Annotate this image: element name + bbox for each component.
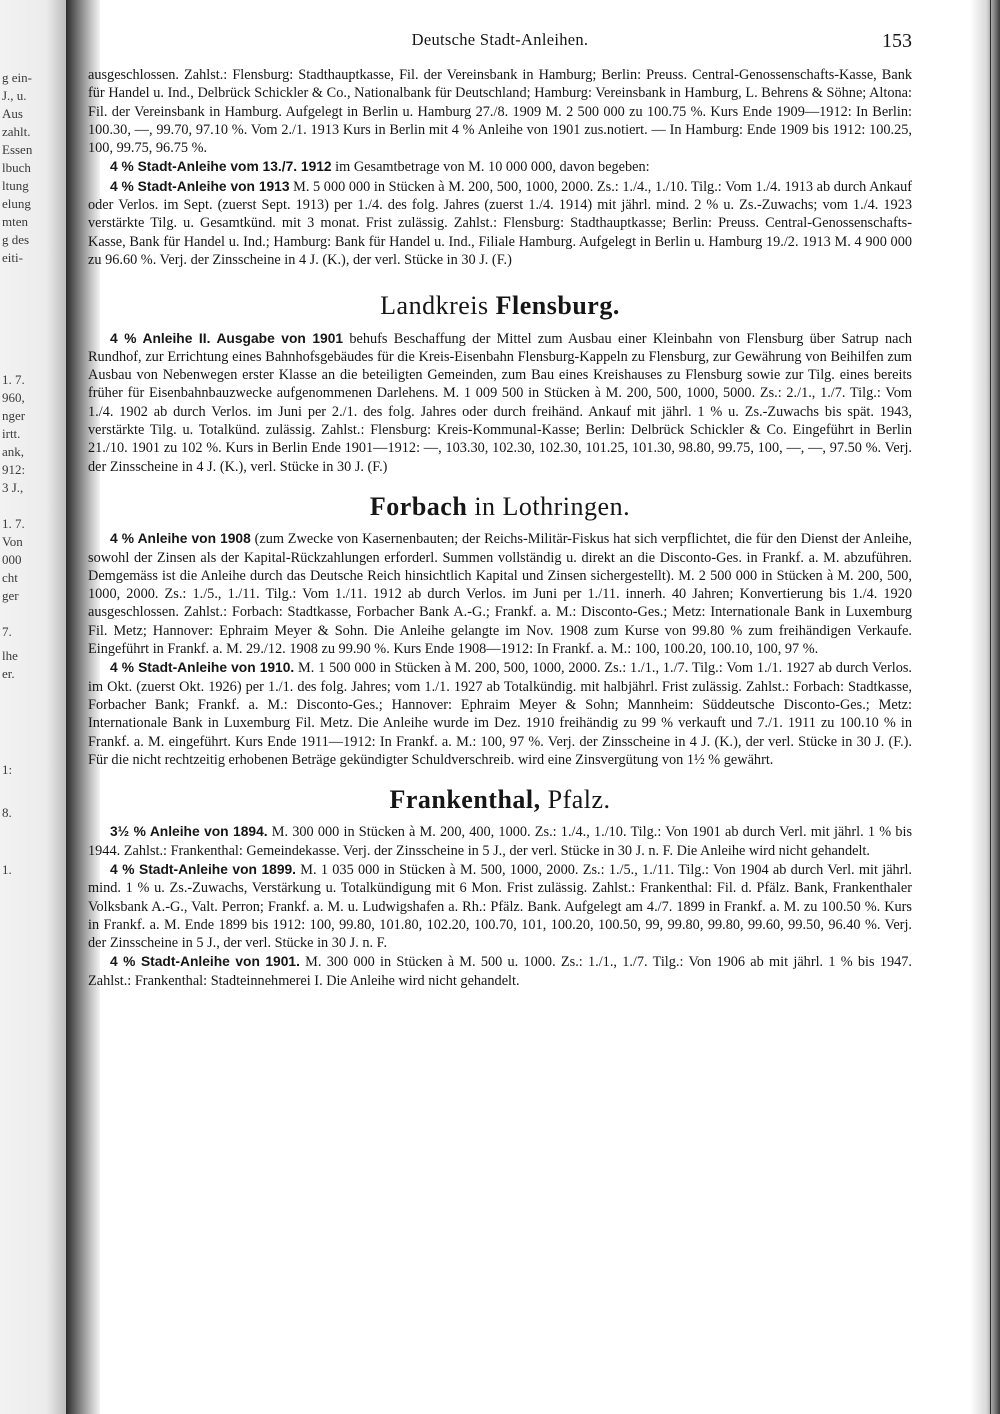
page-body [88, 66, 912, 991]
loan-text: M. 1 035 000 in Stücken à M. 500, 1000, 2000. Zs.: 1./5., 1./11. Tilg.: Von 1904 ab durch Verl. mit jährl. mind. 1 % u. Zs.-Zuwachs, Verstärkung u. Totalkündigung mit 6 Mon. Frist zulässig. Zahlst.: Frankenthal: Fil. d. Pfälz. Bank, Frankenthaler Volksbank A.-G., Valt. Perron; Frankf. a. M. u. Ludwigshafen a. Rh.: Pfälz. Bank. Aufgelegt am 4./7. 1899 in Frankf. a. M. zu 100.50 %. Kurs in Frankf. a. M. Ende 1899 bis 1912: 100, 99.80, 101.80, 102.20, 100.70, 101, 100.20, 100.50, 99, 99.80, 99.80, 99.60, 99.50, 96.40 %. Verj. der Zinsscheine in 5 J., der verl. Stücke in 30 J. n. F. [88, 861, 913, 952]
section-title-frankenthal [88, 785, 912, 815]
loan-entry [88, 823, 912, 860]
margin-fragment: ltung [2, 178, 29, 193]
margin-fragment: er. [2, 666, 15, 681]
margin-fragment: g ein- [2, 70, 32, 85]
margin-fragment: Von [2, 534, 23, 549]
loan-heading: 4 % Stadt-Anleihe von 1913 [110, 178, 290, 194]
loan-text: M. 5 000 000 in Stücken à M. 200, 500, 1000, 2000. Zs.: 1./4., 1./10. Tilg.: Vom 1./4. 1913 ab durch Ankauf oder Verlos. im Sept. (zuerst Sept. 1913) per 1./4. des folg. Jahres (zuerst 1./4. 1914) mit jährl. mind. 2 % u. Zs.-Zuwachs; vom 1./4. 1923 verstärkte Tilg. u. Gesamtkünd. mit 3 monat. Frist zulässig. Zahlst.: Flensburg: Stadthauptkasse; Berlin: Preuss. Central-Genossenschafts-Kasse, Bank für Handel u. Ind.; Hamburg: Bank für Handel u. Ind., Filiale Hamburg. Aufgelegt in Berlin u. Hamburg 19./2. 1913 M. 4 900 000 zu 96.60 %. Verj. der Zinsscheine in 4 J. (K.), der verl. Stücke in 30 J. (F.) [88, 178, 913, 268]
running-title: Deutsche Stadt-Anleihen. [411, 30, 589, 49]
margin-fragment: 960, [2, 390, 25, 405]
loan-entry [88, 178, 912, 269]
margin-fragment: g des [2, 232, 30, 247]
section-title-main: Flensburg. [495, 291, 620, 321]
loan-entry [88, 953, 912, 990]
page-edge [970, 0, 1000, 1414]
section-title-main: Forbach [369, 491, 468, 521]
margin-fragment: elung [2, 196, 31, 211]
loan-heading: 4 % Anleihe von 1908 [110, 531, 251, 547]
section-title-suffix: Pfalz. [540, 785, 611, 815]
margin-fragment: 1. 7. [2, 516, 25, 531]
loan-entry [88, 330, 912, 476]
loan-text: M. 300 000 in Stücken à M. 200, 400, 1000. Zs.: 1./4., 1./10. Tilg.: Von 1901 ab durch Verl. mit jährl. 1 % bis 1944. Zahlst.: Frankenthal: Gemeindekasse. Verj. der Zinsscheine in 5 J., der verl. Stücke in 30 J. n. F. Die Anleihe wird nicht gehandelt. [88, 824, 913, 859]
loan-heading: 4 % Anleihe II. Ausgabe von 1901 [110, 330, 344, 346]
loan-heading: 4 % Stadt-Anleihe von 1910. [110, 660, 295, 676]
previous-page-margin [0, 0, 66, 1414]
section-title-main: Frankenthal, [389, 785, 541, 815]
loan-heading: 4 % Stadt-Anleihe vom 13./7. 1912 [110, 159, 332, 175]
margin-fragment: Essen [2, 142, 33, 157]
margin-fragment: 3 J., [2, 480, 24, 495]
margin-fragment: 1. 7. [2, 372, 25, 387]
section-title-landkreis-flensburg [88, 291, 912, 321]
margin-fragment: lbuch [2, 160, 31, 175]
loan-entry [88, 659, 912, 769]
margin-fragment: zahlt. [2, 124, 31, 139]
margin-fragment: nger [2, 408, 26, 423]
margin-fragment: J., u. [2, 88, 27, 103]
section-title-suffix: in Lothringen. [467, 491, 631, 521]
margin-fragment: 000 [2, 552, 22, 567]
loan-text: M. 1 500 000 in Stücken à M. 200, 500, 1000, 2000. Zs.: 1./1., 1./7. Tilg.: Vom 1./1. 1927 ab durch Verlos. im Okt. (zuerst Okt. 1926) per 1./1. des folg. Jahres; vom 1./1. 1927 ab Totalkündig. mit halbjährl. Frist zulässig. Zahlst.: Forbach: Stadtkasse, Forbacher Bank; Frankf. a. M.: Disconto-Ges.; Hannover: Ephraim Meyer & Sohn; Mannheim: Süddeutsche Disconto-Ges.; Metz: Internationale Bank in Luxemburg Fil. Metz. Die Anleihe wurde im Dez. 1910 freihändig zu 99 % verkauft und 7./1. 1911 zu 100.10 % in Frankf. a. M. eingeführt. Kurs Ende 1911—1912: In Frankf. a. M.: 100, 97 %. Verj. der Zinsscheine in 4 J. (K.), der verl. Stücke in 30 J. (F.). Für die nicht rechtzeitig erhobenen Beträge gekündigter Schuldverschreib. wird eine Zinsvergütung von 1½ % gewährt. [88, 660, 913, 768]
running-header [88, 30, 912, 56]
margin-fragment: 912: [2, 462, 26, 477]
loan-heading: 4 % Stadt-Anleihe von 1901. [110, 954, 300, 970]
margin-fragment: 8. [2, 805, 12, 820]
margin-fragment: irtt. [2, 426, 21, 441]
loan-heading: 3½ % Anleihe von 1894. [110, 824, 268, 840]
margin-fragment: Aus [2, 106, 23, 121]
margin-fragment: ger [2, 588, 19, 603]
loan-text: (zum Zwecke von Kasernenbauten; der Reichs-Militär-Fiskus hat sich verpflichtet, die für den Dienst der Anleihe, sowohl der Zinsen als der Kapital-Rückzahlungen erforderl. Summen vollständig u. direkt an die Disconto-Ges. in Frankf. a. M. abzuführen. Demgemäss ist die Anleihe durch das Deutsche Reich hinsichtlich Kapital und Zinsen sichergestellt). M. 2 500 000 in Stücken à M. 200, 500, 1000, 2000. Zs.: 1./5., 1./11. Tilg.: Vom 1./11. 1912 ab durch Verlos. im Juni per 1./11. innerh. 40 Jahren; Konvertierung bis 1./4. 1920 ausgeschlossen. Zahlst.: Forbach: Stadtkasse, Forbacher Bank A.-G.; Frankf. a. M.: Disconto-Ges.; Metz: Internationale Bank in Luxemburg Fil. Metz; Hannover: Ephraim Meyer & Sohn. Die Anleihe gelangte im Nov. 1908 zum Kurse von 99.80 % zum freihändigen Verkaufe. Eingeführt in Frankf. a. M. 29./12. 1908 zu 99.90 %. Kurs Ende 1908—1912: In Frankf. a. M.: 100, 100.20, 100.10, 100, 97 %. [88, 531, 912, 658]
margin-fragment: lhe [2, 648, 18, 663]
margin-fragment: eiti- [2, 250, 23, 265]
loan-heading: 4 % Stadt-Anleihe von 1899. [110, 861, 297, 877]
continuation-paragraph: ausgeschlossen. Zahlst.: Flensburg: Stadthauptkasse, Fil. der Vereinsbank in Hamburg; Berlin: Preuss. Central-Genossenschafts-Kasse, Bank für Handel u. Ind., Delbrück Schickler & Co., Nationalbank für Deutschland; Hamburg: Vereinsbank in Hamburg, L. Behrens & Söhne; Altona: Fil. der Vereinsbank in Hamburg. Aufgelegt in Berlin u. Hamburg 27./8. 1909 M. 2 500 000 zu 100.75 %. Kurs Ende 1909—1912: In Berlin: 100.30, —, 99.70, 97.10 %. Vom 2./1. 1913 Kurs in Berlin mit 4 % Anleihe von 1901 zus.notiert. — In Hamburg: Ende 1909 bis 1912: 100.25, 100, 99.75, 96.75 %. [88, 67, 912, 157]
loan-entry [88, 861, 912, 952]
loan-entry [88, 530, 912, 658]
margin-fragment: ank, [2, 444, 25, 459]
margin-fragment: 1. [2, 862, 12, 877]
margin-fragment: 7. [2, 624, 12, 639]
loan-text: behufs Beschaffung der Mittel zum Ausbau einer Kleinbahn von Flensburg über Satrup nach Rundhof, zur Errichtung eines Bahnhofsgebäudes für die Kreis-Eisenbahn Flensburg-Kappeln zu Flensburg, zur Gewährung von Beihilfen zum Ausbau von Nebenwegen erster Klasse an die beteiligten Gemeinden, zum Bau eines Kreishauses zu Flensburg sowie zur Tilg. eines bereits früher für Eisenbahnbauzwecke aufgenommenen Darlehens. M. 1 009 500 in Stücken à M. 200, 500, 1000, 5000. Zs.: 2./1., 1./7. Tilg.: Vom 1./4. 1902 ab durch Verlos. im Juni per 2./1. des folg. Jahres oder durch freihänd. Ankauf mit jährl. 1 % u. Zs.-Zuwachs bis spät. 1943, verstärkte Tilg. u. Totalkünd. zulässig. Zahlst.: Flensburg: Kreis-Kommunal-Kasse; Berlin: Delbrück Schickler & Co. Eingeführt in Berlin 21./10. 1901 zu 102 %. Kurs in Berlin Ende 1901—1912: —, 103.30, 102.30, 102.30, 101.25, 101.30, 98.80, 99.75, 100, —, —, 97.50 %. Verj. der Zinsscheine in 4 J. (K.), verl. Stücke in 30 J. (F.) [88, 330, 912, 475]
loan-entry [88, 158, 912, 176]
book-page [88, 0, 912, 1414]
section-title-forbach [88, 491, 912, 521]
loan-text: im Gesamtbetrage von M. 10 000 000, davon begeben: [331, 159, 650, 176]
margin-fragment: cht [2, 570, 18, 585]
margin-fragment: mten [2, 214, 28, 229]
loan-text: M. 300 000 in Stücken à M. 500 u. 1000. Zs.: 1./1., 1./7. Tilg.: Von 1906 ab mit jährl. 1 % bis 1947. Zahlst.: Frankenthal: Stadteinnehmerei I. Die Anleihe wird nicht gehandelt. [88, 954, 912, 989]
section-title-prefix: Landkreis [380, 291, 496, 321]
page-number: 153 [882, 30, 912, 52]
margin-fragment: 1: [2, 762, 13, 777]
